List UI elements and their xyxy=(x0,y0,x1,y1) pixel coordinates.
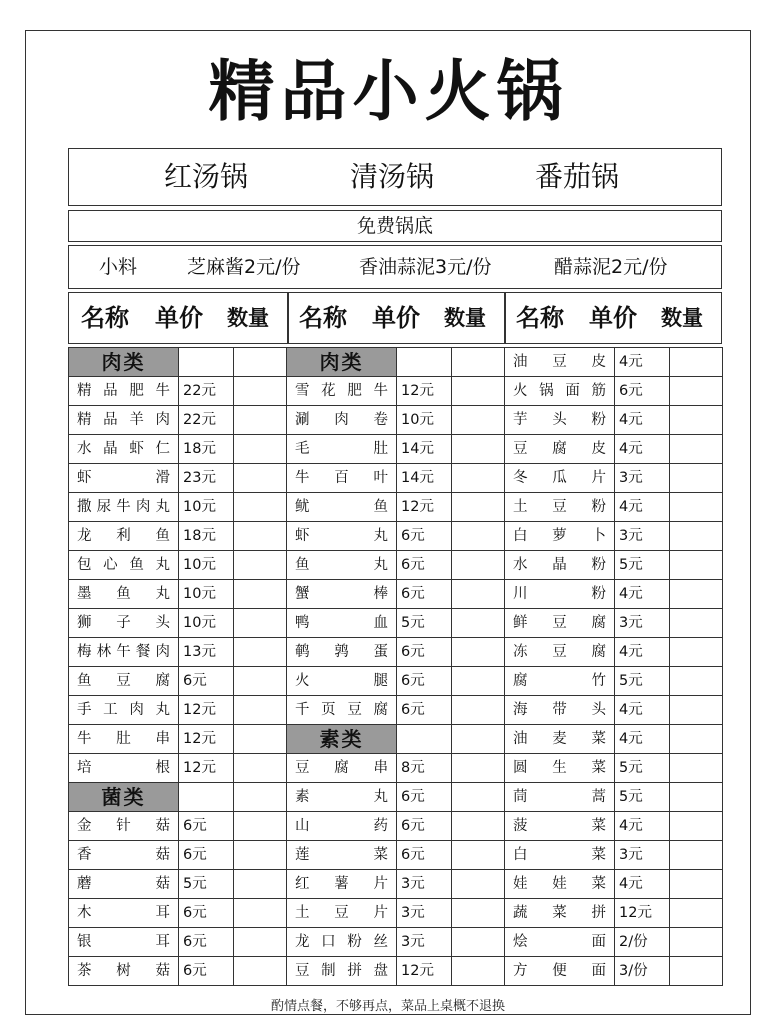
quantity-cell xyxy=(234,928,287,957)
quantity-cell xyxy=(670,609,723,638)
dish-price: 6元 xyxy=(397,696,452,725)
dish-name: 包心鱼丸 xyxy=(69,551,179,580)
quantity-cell xyxy=(670,841,723,870)
footer-note: 酌情点餐，不够再点，菜品上桌概不退换 xyxy=(270,999,505,1014)
dish-name: 方便面 xyxy=(505,957,615,986)
dish-name: 冬瓜片 xyxy=(505,464,615,493)
dish-price: 22元 xyxy=(179,406,234,435)
quantity-cell xyxy=(234,899,287,928)
dish-price: 10元 xyxy=(179,493,234,522)
dish-price: 10元 xyxy=(179,580,234,609)
dish-price: 14元 xyxy=(397,464,452,493)
category-row xyxy=(287,725,505,754)
quantity-cell xyxy=(670,638,723,667)
menu-table-left xyxy=(68,347,287,986)
dish-row xyxy=(505,899,723,928)
dish-name: 腐竹 xyxy=(505,667,615,696)
menu-title: 精品小火锅 xyxy=(208,53,569,130)
dish-row xyxy=(69,580,287,609)
dish-name: 蘑菇 xyxy=(69,870,179,899)
quantity-cell xyxy=(670,812,723,841)
header-price: 单价 xyxy=(372,304,420,332)
dish-price: 10元 xyxy=(397,406,452,435)
dish-price: 6元 xyxy=(397,783,452,812)
category-label: 肉类 xyxy=(69,348,179,377)
quantity-cell xyxy=(670,580,723,609)
dish-row xyxy=(287,464,505,493)
quantity-cell xyxy=(670,957,723,986)
dish-name: 油麦菜 xyxy=(505,725,615,754)
dish-name: 精品肥牛 xyxy=(69,377,179,406)
quantity-cell xyxy=(670,348,723,377)
dish-row xyxy=(505,435,723,464)
dish-price: 6元 xyxy=(179,928,234,957)
quantity-cell xyxy=(452,348,505,377)
quantity-cell xyxy=(452,609,505,638)
quantity-cell xyxy=(452,667,505,696)
dish-row xyxy=(69,696,287,725)
quantity-cell xyxy=(670,725,723,754)
dish-name: 菠菜 xyxy=(505,812,615,841)
dish-row xyxy=(287,783,505,812)
dish-name: 白萝卜 xyxy=(505,522,615,551)
dish-name: 海带头 xyxy=(505,696,615,725)
dish-row xyxy=(69,725,287,754)
quantity-cell xyxy=(452,696,505,725)
quantity-cell xyxy=(670,464,723,493)
dish-price: 22元 xyxy=(179,377,234,406)
dish-name: 龙口粉丝 xyxy=(287,928,397,957)
quantity-cell xyxy=(452,377,505,406)
dish-price: 6元 xyxy=(179,899,234,928)
dish-row xyxy=(287,812,505,841)
dish-name: 鱿鱼 xyxy=(287,493,397,522)
dish-price: 6元 xyxy=(397,667,452,696)
dish-row xyxy=(505,551,723,580)
quantity-cell xyxy=(234,812,287,841)
dish-name: 烩面 xyxy=(505,928,615,957)
dish-name: 茼蒿 xyxy=(505,783,615,812)
dish-price: 3元 xyxy=(615,609,670,638)
dish-name: 培根 xyxy=(69,754,179,783)
dish-row xyxy=(287,493,505,522)
column-header-bar xyxy=(68,292,722,344)
dish-name: 素丸 xyxy=(287,783,397,812)
dish-price: 18元 xyxy=(179,435,234,464)
dish-row xyxy=(505,783,723,812)
dish-row xyxy=(505,609,723,638)
quantity-cell xyxy=(234,696,287,725)
dish-row xyxy=(69,493,287,522)
dish-price: 3元 xyxy=(615,464,670,493)
dish-row xyxy=(287,870,505,899)
dish-row xyxy=(69,957,287,986)
dish-name: 梅林午餐肉 xyxy=(69,638,179,667)
dish-price: 5元 xyxy=(615,667,670,696)
quantity-cell xyxy=(234,609,287,638)
dish-price: 6元 xyxy=(397,812,452,841)
dish-row xyxy=(287,580,505,609)
dish-row xyxy=(505,464,723,493)
empty-cell xyxy=(397,725,452,754)
dish-price: 8元 xyxy=(397,754,452,783)
dish-name: 牛肚串 xyxy=(69,725,179,754)
quantity-cell xyxy=(670,435,723,464)
dish-name: 鲜豆腐 xyxy=(505,609,615,638)
quantity-cell xyxy=(234,957,287,986)
dish-price: 6元 xyxy=(179,667,234,696)
quantity-cell xyxy=(670,667,723,696)
dish-row xyxy=(505,870,723,899)
pot-options-box xyxy=(68,148,722,206)
dish-price: 3元 xyxy=(397,928,452,957)
dish-name: 香菇 xyxy=(69,841,179,870)
dish-name: 土豆片 xyxy=(287,899,397,928)
dish-row xyxy=(505,348,723,377)
dish-price: 6元 xyxy=(179,957,234,986)
quantity-cell xyxy=(670,551,723,580)
dish-price: 4元 xyxy=(615,725,670,754)
header-qty: 数量 xyxy=(661,306,703,330)
dish-name: 圆生菜 xyxy=(505,754,615,783)
dish-price: 5元 xyxy=(615,754,670,783)
quantity-cell xyxy=(452,928,505,957)
dish-price: 3/份 xyxy=(615,957,670,986)
dish-price: 12元 xyxy=(397,493,452,522)
category-row xyxy=(287,348,505,377)
column-header-2 xyxy=(289,293,504,343)
quantity-cell xyxy=(452,870,505,899)
dish-price: 3元 xyxy=(615,522,670,551)
dish-row xyxy=(287,899,505,928)
dish-name: 狮子头 xyxy=(69,609,179,638)
dish-row xyxy=(287,377,505,406)
dish-row xyxy=(505,696,723,725)
dish-row xyxy=(287,609,505,638)
dish-name: 豆制拼盘 xyxy=(287,957,397,986)
quantity-cell xyxy=(234,406,287,435)
dish-price: 6元 xyxy=(179,841,234,870)
dish-price: 4元 xyxy=(615,812,670,841)
quantity-cell xyxy=(234,377,287,406)
condiment-item: 芝麻酱2元/份 xyxy=(187,256,301,278)
dish-name: 芋头粉 xyxy=(505,406,615,435)
dish-price: 12元 xyxy=(179,754,234,783)
dish-row xyxy=(69,609,287,638)
dish-row xyxy=(69,667,287,696)
dish-price: 4元 xyxy=(615,870,670,899)
quantity-cell xyxy=(234,870,287,899)
pot-option-tomato: 番茄锅 xyxy=(535,160,620,193)
dish-row xyxy=(69,464,287,493)
quantity-cell xyxy=(234,783,287,812)
category-row xyxy=(69,783,287,812)
dish-name: 豆腐皮 xyxy=(505,435,615,464)
quantity-cell xyxy=(234,551,287,580)
dish-row xyxy=(287,957,505,986)
dish-name: 墨鱼丸 xyxy=(69,580,179,609)
pot-option-clear: 清汤锅 xyxy=(350,160,435,193)
category-row xyxy=(69,348,287,377)
dish-row xyxy=(69,899,287,928)
category-label: 肉类 xyxy=(287,348,397,377)
dish-name: 冻豆腐 xyxy=(505,638,615,667)
dish-name: 油豆皮 xyxy=(505,348,615,377)
quantity-cell xyxy=(452,725,505,754)
dish-row xyxy=(505,377,723,406)
dish-name: 土豆粉 xyxy=(505,493,615,522)
empty-cell xyxy=(397,348,452,377)
dish-price: 6元 xyxy=(397,580,452,609)
quantity-cell xyxy=(234,522,287,551)
dish-name: 牛百叶 xyxy=(287,464,397,493)
empty-cell xyxy=(179,783,234,812)
header-name: 名称 xyxy=(299,304,347,332)
category-label: 菌类 xyxy=(69,783,179,812)
dish-name: 撒尿牛肉丸 xyxy=(69,493,179,522)
quantity-cell xyxy=(452,406,505,435)
dish-name: 涮肉卷 xyxy=(287,406,397,435)
dish-price: 12元 xyxy=(615,899,670,928)
dish-row xyxy=(69,754,287,783)
quantity-cell xyxy=(234,754,287,783)
dish-row xyxy=(69,551,287,580)
dish-name: 娃娃菜 xyxy=(505,870,615,899)
dish-name: 山药 xyxy=(287,812,397,841)
quantity-cell xyxy=(670,870,723,899)
dish-price: 18元 xyxy=(179,522,234,551)
dish-row xyxy=(505,493,723,522)
dish-row xyxy=(287,696,505,725)
dish-price: 10元 xyxy=(179,609,234,638)
dish-price: 10元 xyxy=(179,551,234,580)
header-name: 名称 xyxy=(516,304,564,332)
quantity-cell xyxy=(234,435,287,464)
dish-row xyxy=(69,377,287,406)
quantity-cell xyxy=(234,667,287,696)
header-price: 单价 xyxy=(589,304,637,332)
dish-name: 蟹棒 xyxy=(287,580,397,609)
dish-name: 豆腐串 xyxy=(287,754,397,783)
column-header-3 xyxy=(506,293,721,343)
quantity-cell xyxy=(670,696,723,725)
quantity-cell xyxy=(452,754,505,783)
dish-price: 6元 xyxy=(397,522,452,551)
dish-row xyxy=(505,841,723,870)
quantity-cell xyxy=(452,464,505,493)
quantity-cell xyxy=(452,812,505,841)
dish-price: 5元 xyxy=(615,783,670,812)
dish-name: 鸭血 xyxy=(287,609,397,638)
dish-price: 4元 xyxy=(615,580,670,609)
dish-name: 精品羊肉 xyxy=(69,406,179,435)
dish-name: 银耳 xyxy=(69,928,179,957)
quantity-cell xyxy=(234,638,287,667)
dish-price: 3元 xyxy=(615,841,670,870)
dish-price: 4元 xyxy=(615,348,670,377)
dish-name: 金针菇 xyxy=(69,812,179,841)
pot-option-red: 红汤锅 xyxy=(164,160,249,193)
dish-price: 12元 xyxy=(179,725,234,754)
dish-name: 莲菜 xyxy=(287,841,397,870)
dish-price: 5元 xyxy=(179,870,234,899)
dish-price: 23元 xyxy=(179,464,234,493)
dish-name: 川粉 xyxy=(505,580,615,609)
dish-row xyxy=(69,812,287,841)
header-qty: 数量 xyxy=(227,306,269,330)
dish-row xyxy=(69,841,287,870)
dish-price: 4元 xyxy=(615,638,670,667)
dish-price: 4元 xyxy=(615,696,670,725)
condiments-label: 小料 xyxy=(99,256,138,278)
dish-name: 茶树菇 xyxy=(69,957,179,986)
dish-row xyxy=(287,406,505,435)
dish-price: 13元 xyxy=(179,638,234,667)
dish-price: 6元 xyxy=(179,812,234,841)
quantity-cell xyxy=(452,841,505,870)
dish-name: 鱼豆腐 xyxy=(69,667,179,696)
dish-row xyxy=(287,551,505,580)
dish-name: 鱼丸 xyxy=(287,551,397,580)
condiment-item: 香油蒜泥3元/份 xyxy=(359,256,492,278)
quantity-cell xyxy=(670,377,723,406)
dish-row xyxy=(287,522,505,551)
category-label: 素类 xyxy=(287,725,397,754)
dish-price: 4元 xyxy=(615,406,670,435)
dish-price: 2/份 xyxy=(615,928,670,957)
dish-price: 4元 xyxy=(615,493,670,522)
header-name: 名称 xyxy=(81,304,129,332)
dish-row xyxy=(69,406,287,435)
quantity-cell xyxy=(452,522,505,551)
dish-row xyxy=(505,957,723,986)
dish-row xyxy=(505,667,723,696)
quantity-cell xyxy=(670,899,723,928)
dish-row xyxy=(505,638,723,667)
menu-table-middle xyxy=(286,347,505,986)
free-base-banner: 免费锅底 xyxy=(68,210,722,242)
quantity-cell xyxy=(234,464,287,493)
quantity-cell xyxy=(452,551,505,580)
condiment-item: 醋蒜泥2元/份 xyxy=(554,256,668,278)
quantity-cell xyxy=(452,899,505,928)
dish-row xyxy=(505,725,723,754)
dish-row xyxy=(505,406,723,435)
dish-row xyxy=(287,841,505,870)
column-header-1 xyxy=(69,293,285,343)
dish-row xyxy=(69,638,287,667)
dish-name: 水晶虾仁 xyxy=(69,435,179,464)
dish-name: 龙利鱼 xyxy=(69,522,179,551)
dish-row xyxy=(505,754,723,783)
dish-name: 雪花肥牛 xyxy=(287,377,397,406)
dish-price: 12元 xyxy=(397,957,452,986)
quantity-cell xyxy=(452,783,505,812)
header-price: 单价 xyxy=(155,304,203,332)
dish-row xyxy=(69,870,287,899)
dish-price: 6元 xyxy=(397,638,452,667)
dish-row xyxy=(69,435,287,464)
dish-price: 4元 xyxy=(615,435,670,464)
dish-row xyxy=(287,435,505,464)
quantity-cell xyxy=(452,638,505,667)
dish-price: 3元 xyxy=(397,870,452,899)
quantity-cell xyxy=(670,783,723,812)
dish-name: 水晶粉 xyxy=(505,551,615,580)
quantity-cell xyxy=(452,435,505,464)
dish-price: 12元 xyxy=(179,696,234,725)
dish-row xyxy=(505,928,723,957)
dish-price: 14元 xyxy=(397,435,452,464)
dish-name: 白菜 xyxy=(505,841,615,870)
empty-cell xyxy=(179,348,234,377)
dish-name: 虾丸 xyxy=(287,522,397,551)
menu-table-right xyxy=(504,347,723,986)
dish-price: 5元 xyxy=(615,551,670,580)
dish-name: 火锅面筋 xyxy=(505,377,615,406)
dish-name: 手工肉丸 xyxy=(69,696,179,725)
dish-row xyxy=(287,928,505,957)
dish-price: 5元 xyxy=(397,609,452,638)
dish-name: 毛肚 xyxy=(287,435,397,464)
quantity-cell xyxy=(452,493,505,522)
dish-price: 6元 xyxy=(615,377,670,406)
quantity-cell xyxy=(670,406,723,435)
dish-row xyxy=(69,522,287,551)
dish-row xyxy=(287,638,505,667)
quantity-cell xyxy=(234,493,287,522)
quantity-cell xyxy=(234,348,287,377)
quantity-cell xyxy=(670,928,723,957)
dish-name: 千页豆腐 xyxy=(287,696,397,725)
dish-price: 6元 xyxy=(397,551,452,580)
quantity-cell xyxy=(452,580,505,609)
dish-row xyxy=(505,812,723,841)
dish-row xyxy=(69,928,287,957)
quantity-cell xyxy=(670,754,723,783)
dish-price: 6元 xyxy=(397,841,452,870)
quantity-cell xyxy=(234,580,287,609)
header-qty: 数量 xyxy=(444,306,486,330)
quantity-cell xyxy=(234,841,287,870)
dish-price: 12元 xyxy=(397,377,452,406)
dish-name: 虾滑 xyxy=(69,464,179,493)
dish-row xyxy=(505,522,723,551)
dish-price: 3元 xyxy=(397,899,452,928)
dish-name: 木耳 xyxy=(69,899,179,928)
quantity-cell xyxy=(452,957,505,986)
quantity-cell xyxy=(234,725,287,754)
condiments-box xyxy=(68,245,722,289)
dish-row xyxy=(287,667,505,696)
dish-row xyxy=(505,580,723,609)
dish-name: 蔬菜拼 xyxy=(505,899,615,928)
dish-row xyxy=(287,754,505,783)
quantity-cell xyxy=(670,522,723,551)
dish-name: 红薯片 xyxy=(287,870,397,899)
dish-name: 鹌鹑蛋 xyxy=(287,638,397,667)
quantity-cell xyxy=(670,493,723,522)
dish-name: 火腿 xyxy=(287,667,397,696)
